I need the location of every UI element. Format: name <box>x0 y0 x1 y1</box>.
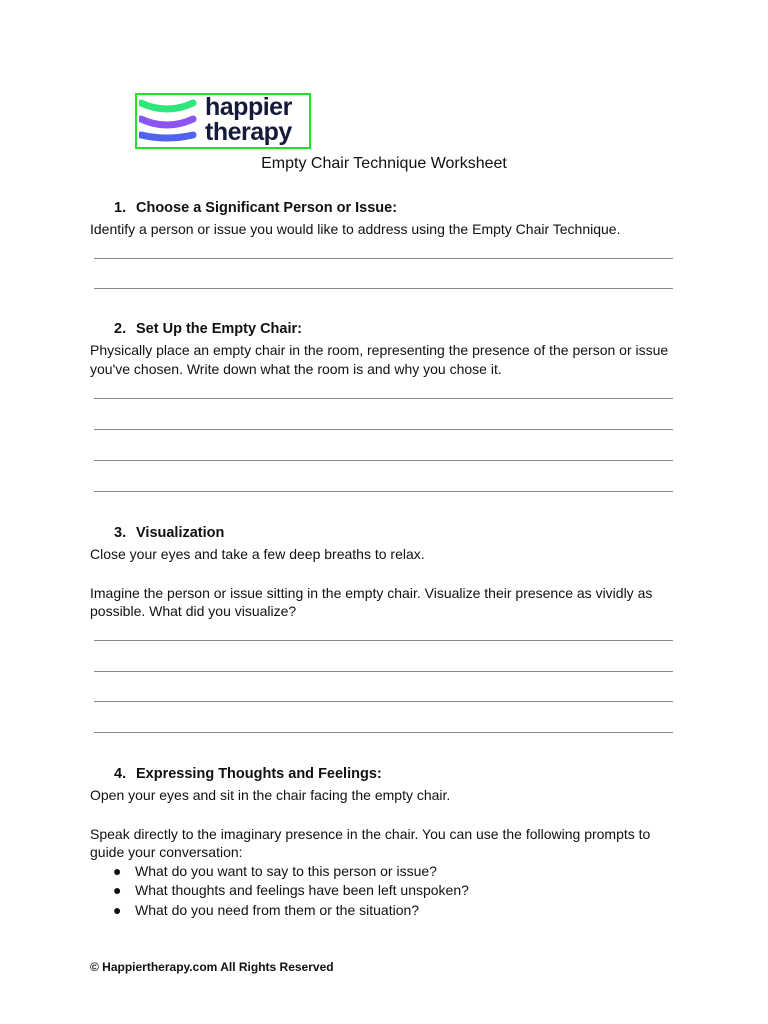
section-text: Physically place an empty chair in the room, representing the presence of the person or issue you've chosen. Write down what the room is and why you chose it. <box>90 342 669 377</box>
section-number: 1. <box>114 200 127 216</box>
section-2 <box>90 321 680 378</box>
section-number: 3. <box>114 525 127 541</box>
answer-line[interactable] <box>94 258 673 259</box>
section-heading <box>114 200 680 216</box>
section-text: Identify a person or issue you would like to address using the Empty Chair Technique. <box>90 221 621 237</box>
answer-line[interactable] <box>94 671 673 672</box>
section-heading <box>114 766 680 782</box>
logo-line2: therapy <box>205 118 292 146</box>
list-item: ● What thoughts and feelings have been left unspoken? <box>90 881 680 901</box>
copyright-footer: © Happiertherapy.com All Rights Reserved <box>90 960 334 974</box>
list-item: ● What do you need from them or the situation? <box>90 901 680 921</box>
section-heading <box>114 525 680 541</box>
answer-line[interactable] <box>94 429 673 430</box>
page-title: Empty Chair Technique Worksheet <box>261 155 507 172</box>
list-item: ● What do you want to say to this person or issue? <box>90 862 680 882</box>
section-title: Choose a Significant Person or Issue: <box>136 200 398 216</box>
logo-stripes-icon <box>139 97 199 147</box>
bullet-icon: ● <box>113 862 122 879</box>
section-text: Close your eyes and take a few deep breaths to relax. <box>90 546 425 562</box>
section-3 <box>90 525 680 621</box>
section-title: Visualization <box>136 525 225 541</box>
section-number: 2. <box>114 321 127 337</box>
logo-wordmark <box>205 95 292 145</box>
answer-line[interactable] <box>94 288 673 289</box>
section-title: Set Up the Empty Chair: <box>136 321 302 337</box>
answer-line[interactable] <box>94 491 673 492</box>
answer-line[interactable] <box>94 701 673 702</box>
answer-line[interactable] <box>94 460 673 461</box>
section-title: Expressing Thoughts and Feelings: <box>136 766 382 782</box>
bullet-icon: ● <box>113 901 122 918</box>
answer-line[interactable] <box>94 732 673 733</box>
section-text: Speak directly to the imaginary presence in the chair. You can use the following prompts to guide your conversation: <box>90 825 651 860</box>
logo-line1: happier <box>205 93 292 121</box>
section-text: Open your eyes and sit in the chair facing the empty chair. <box>90 787 451 803</box>
section-number: 4. <box>114 766 127 782</box>
bullet-icon: ● <box>113 882 122 898</box>
logo <box>135 93 311 149</box>
section-heading <box>114 321 680 337</box>
section-4 <box>90 766 680 920</box>
section-1 <box>90 200 680 239</box>
answer-line[interactable] <box>94 640 673 641</box>
section-text: Imagine the person or issue sitting in the empty chair. Visualize their presence as vividly as possible. What did you visualize? <box>90 584 653 619</box>
answer-line[interactable] <box>94 398 673 399</box>
prompt-list <box>90 862 680 921</box>
